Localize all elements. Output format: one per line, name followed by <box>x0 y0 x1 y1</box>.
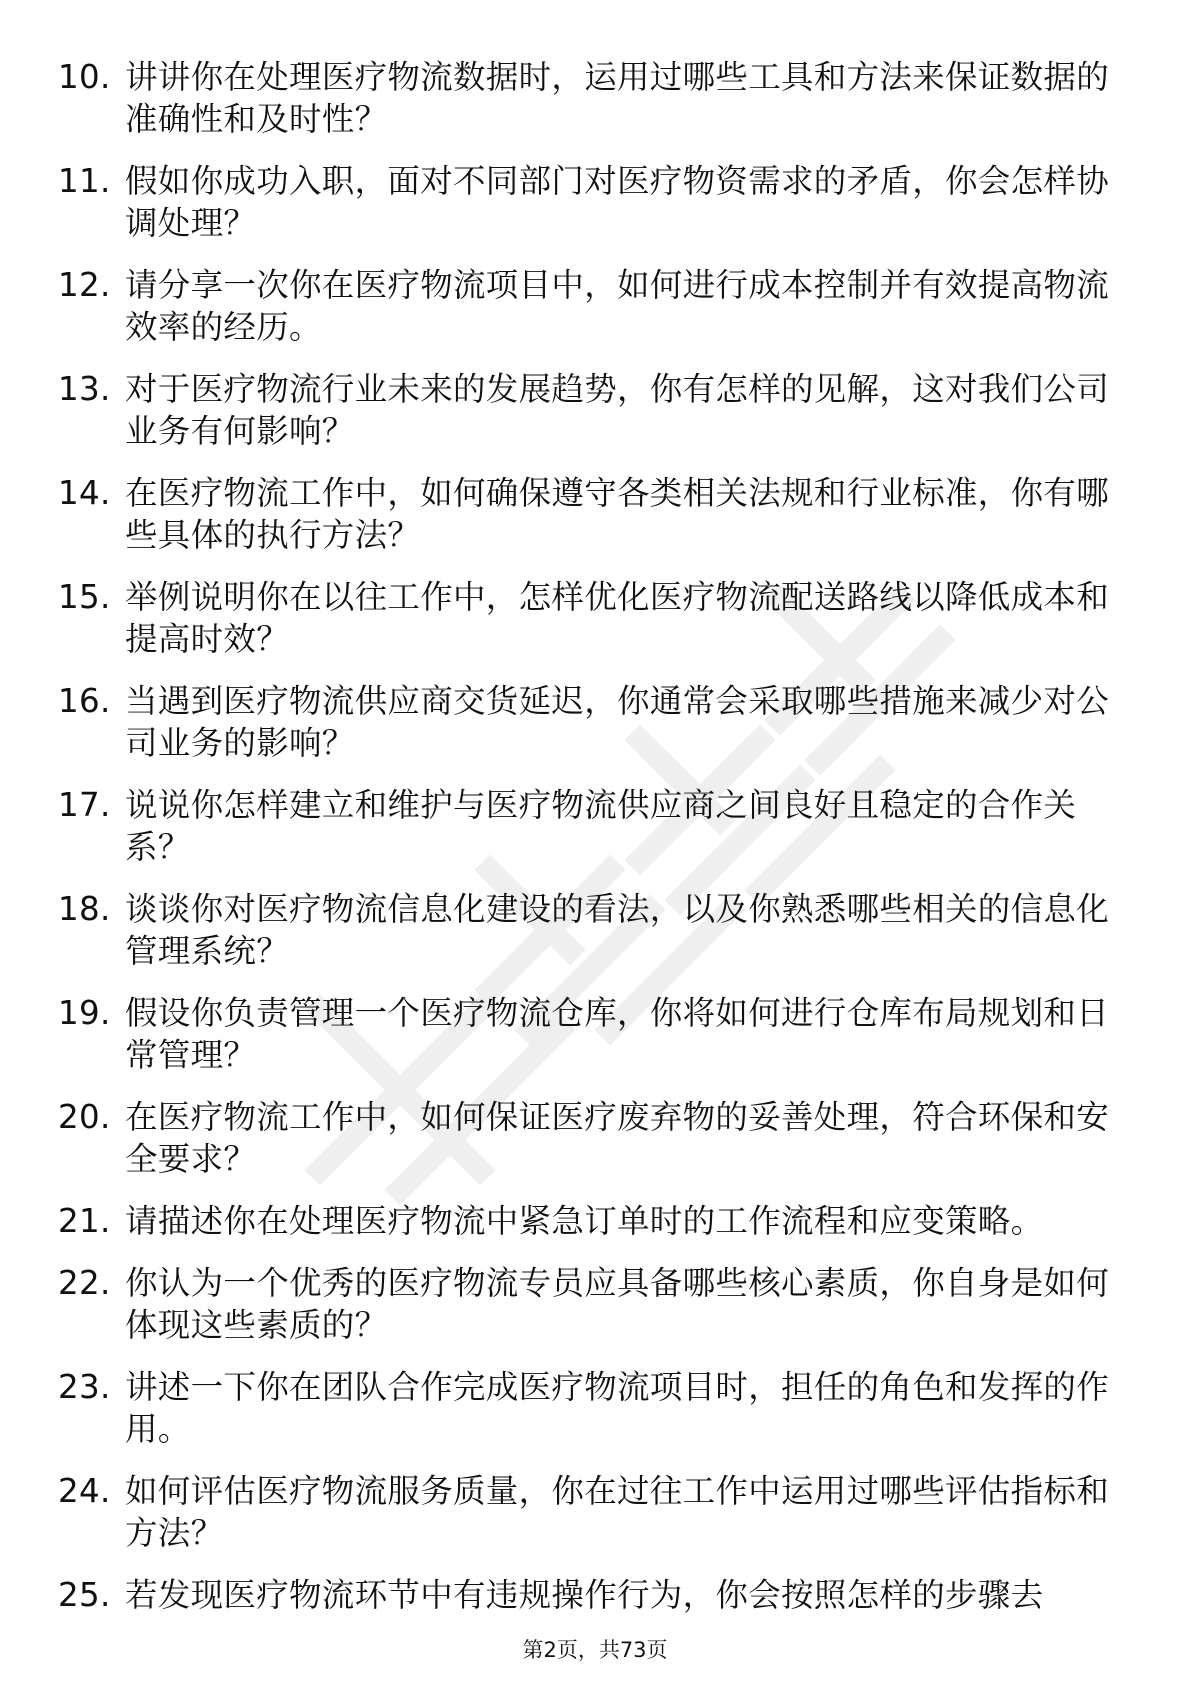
question-text: 如何评估医疗物流服务质量，你在过往工作中运用过哪些评估指标和方法？ <box>125 1472 1110 1552</box>
question-text: 对于医疗物流行业未来的发展趋势，你有怎样的见解，这对我们公司业务有何影响？ <box>125 370 1110 450</box>
question-text: 举例说明你在以往工作中，怎样优化医疗物流配送路线以降低成本和提高时效？ <box>125 578 1110 658</box>
list-item <box>58 576 1138 660</box>
question-text: 讲述一下你在团队合作完成医疗物流项目时，担任的角色和发挥的作用。 <box>125 1368 1110 1448</box>
list-item <box>58 1574 1138 1616</box>
question-number: 17. <box>58 786 111 824</box>
question-text: 说说你怎样建立和维护与医疗物流供应商之间良好且稳定的合作关系？ <box>125 786 1077 866</box>
list-item <box>58 56 1138 140</box>
list-item <box>58 1200 1138 1242</box>
list-item <box>58 888 1138 972</box>
question-text: 在医疗物流工作中，如何保证医疗废弃物的妥善处理，符合环保和安全要求？ <box>125 1098 1110 1178</box>
question-number: 15. <box>58 578 111 616</box>
question-number: 10. <box>58 58 111 96</box>
list-item <box>58 472 1138 556</box>
question-number: 14. <box>58 474 111 512</box>
question-text: 若发现医疗物流环节中有违规操作行为，你会按照怎样的步骤去 <box>125 1576 1044 1614</box>
list-item <box>58 1470 1138 1554</box>
question-text: 讲讲你在处理医疗物流数据时，运用过哪些工具和方法来保证数据的准确性和及时性？ <box>125 58 1110 138</box>
question-number: 13. <box>58 370 111 408</box>
question-number: 19. <box>58 994 111 1032</box>
list-item <box>58 1366 1138 1450</box>
question-number: 18. <box>58 890 111 928</box>
question-number: 20. <box>58 1098 111 1136</box>
list-item <box>58 264 1138 348</box>
question-text: 在医疗物流工作中，如何确保遵守各类相关法规和行业标准，你有哪些具体的执行方法？ <box>125 474 1110 554</box>
list-item <box>58 1262 1138 1346</box>
question-text: 你认为一个优秀的医疗物流专员应具备哪些核心素质，你自身是如何体现这些素质的？ <box>125 1264 1110 1344</box>
question-number: 25. <box>58 1576 111 1614</box>
question-text: 假设你负责管理一个医疗物流仓库，你将如何进行仓库布局规划和日常管理？ <box>125 994 1110 1074</box>
list-item <box>58 368 1138 452</box>
question-number: 22. <box>58 1264 111 1302</box>
list-item <box>58 1096 1138 1180</box>
question-number: 16. <box>58 682 111 720</box>
page-number-footer: 第2页，共73页 <box>522 1638 668 1662</box>
question-number: 11. <box>58 162 111 200</box>
question-text: 当遇到医疗物流供应商交货延迟，你通常会采取哪些措施来减少对公司业务的影响？ <box>125 682 1110 762</box>
question-text: 请分享一次你在医疗物流项目中，如何进行成本控制并有效提高物流效率的经历。 <box>125 266 1110 346</box>
question-number: 12. <box>58 266 111 304</box>
question-list <box>58 56 1138 1636</box>
question-text: 假如你成功入职，面对不同部门对医疗物资需求的矛盾，你会怎样协调处理？ <box>125 162 1110 242</box>
question-number: 21. <box>58 1202 111 1240</box>
question-number: 24. <box>58 1472 111 1510</box>
question-text: 请描述你在处理医疗物流中紧急订单时的工作流程和应变策略。 <box>125 1202 1044 1240</box>
list-item <box>58 992 1138 1076</box>
list-item <box>58 680 1138 764</box>
question-number: 23. <box>58 1368 111 1406</box>
list-item <box>58 784 1138 868</box>
list-item <box>58 160 1138 244</box>
question-text: 谈谈你对医疗物流信息化建设的看法，以及你熟悉哪些相关的信息化管理系统？ <box>125 890 1110 970</box>
